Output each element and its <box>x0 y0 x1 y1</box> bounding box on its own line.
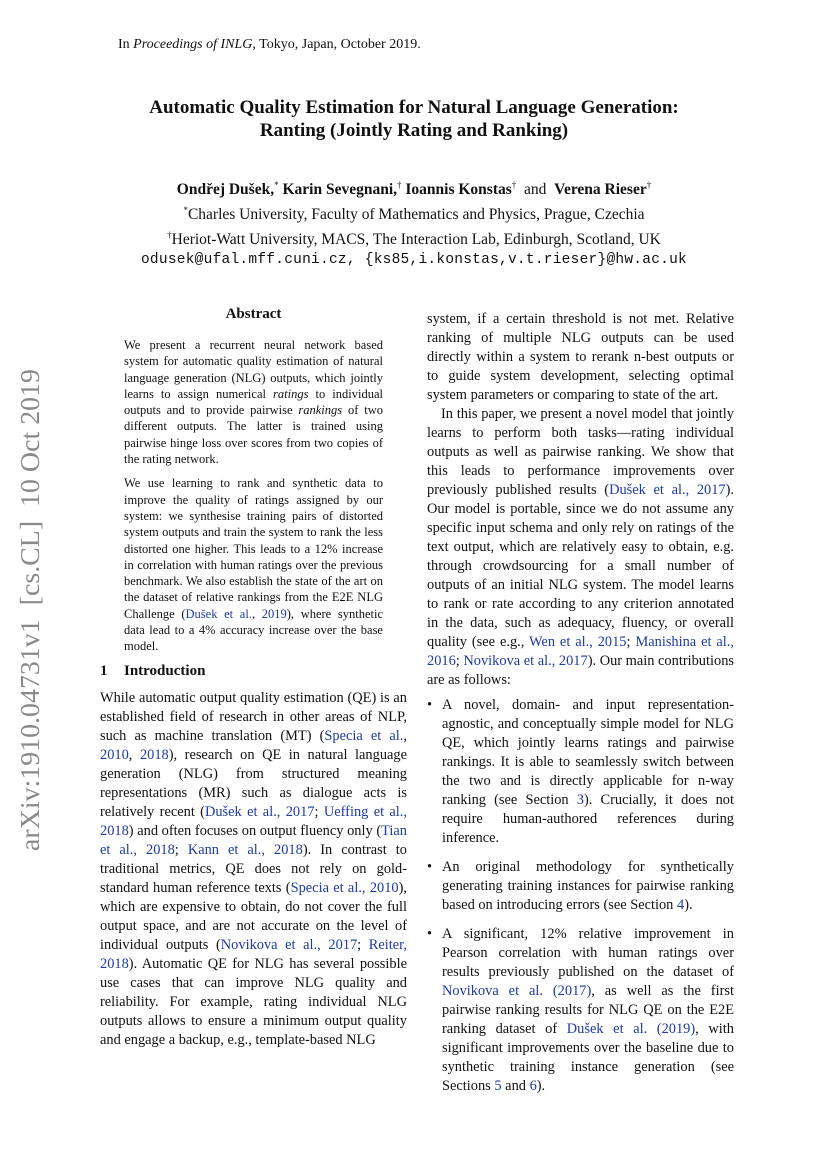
citation-link[interactable]: Wen et al., 2015 <box>529 634 627 650</box>
intro-paragraph-1: While automatic output quality estimation (QE) is an established field of research in other areas of NLP, such as machine translation (MT) (Specia et al., 2010, 2018), research on QE in natural language generation (NLG) from structured meaning representations (MR) such as dialogue acts is relatively recent (Dušek et al., 2017; Ueffing et al., 2018) and often focuses on output fluency only (Tian et al., 2018; Kann et al., 2018). In contrast to traditional metrics, QE does not rely on gold-standard human reference texts (Specia et al., 2010), which are expensive to obtain, do not cover the full output space, and are not accurate on the level of individual outputs (Novikova et al., 2017; Reiter, 2018). Automatic QE for NLG has several possible use cases that can improve NLG quality and reliability. For example, rating individual NLG outputs allows to ensure a minimum output quality and engage a backup, e.g., template-based NLG <box>100 689 407 1048</box>
intro-paragraph-2: In this paper, we present a novel model that jointly learns to perform both tasks—rating individual outputs as well as pairwise ranking. We show that this leads to performance improvements over previously published results (Dušek et al., 2017). Our model is portable, since we do not assume any specific input schema and only rely on ratings of the text output, which are relatively easy to obtain, e.g. through crowdsourcing for a small number of outputs of an initial NLG system. The model learns to rank or rate according to any criterion annotated in the data, such as adequacy, fluency, or overall quality (see e.g., Wen et al., 2015; Manishina et al., 2016; Novikova et al., 2017). Our main contributions are as follows: <box>427 406 735 688</box>
citation-link[interactable]: Ueffing et al., 2018 <box>100 803 407 839</box>
affiliation-2: †Heriot-Watt University, MACS, The Interaction Lab, Edinburgh, Scotland, UK <box>167 230 661 248</box>
left-column <box>100 306 407 1050</box>
paper-title: Automatic Quality Estimation for Natural Language Generation: Ranting (Jointly Rating and Ranking) <box>149 97 679 141</box>
citation-link[interactable]: Novikova et al. (2017) <box>442 983 592 999</box>
intro-paragraph-continued: system, if a certain threshold is not met. Relative ranking of multiple NLG outputs can be used directly within a system to rerank n-best outputs or to guide system development, selecting optimal system parameters or comparing to state of the art. <box>427 311 734 403</box>
affiliation-1: *Charles University, Faculty of Mathematics and Physics, Prague, Czechia <box>183 205 645 223</box>
arxiv-stamp-text: arXiv:1910.04731v1 [cs.CL] 10 Oct 2019 <box>14 375 45 851</box>
arxiv-stamp <box>10 365 48 855</box>
citation-link[interactable]: Dušek et al., 2017 <box>609 482 726 498</box>
citation-link[interactable]: Specia et al. <box>324 727 404 744</box>
right-column <box>427 310 734 1106</box>
venue-note: In Proceedings of INLG, Tokyo, Japan, October 2019. <box>118 37 421 52</box>
citation-link[interactable]: Novikova et al., 2017 <box>220 936 358 953</box>
section-ref-link[interactable]: 3 <box>576 792 584 808</box>
citation-link[interactable]: Dušek et al., 2017 <box>204 803 315 820</box>
citation-link[interactable]: Manishina et al., 2016 <box>427 634 734 669</box>
abstract-paragraph-1: We present a recurrent neural network based system for automatic quality estimation of natural language generation (NLG) outputs, which jointly learns to assign numerical ratings to individual outputs and to provide pairwise rankings of two different outputs. The latter is trained using pairwise hinge loss over scores from two copies of the rating network. <box>124 338 383 467</box>
section-heading-introduction: 1 Introduction <box>100 662 206 679</box>
author-block <box>100 175 728 270</box>
author-names: Ondřej Dušek,* Karin Sevegnani,† Ioannis Konstas† and Verena Rieser† <box>176 180 652 198</box>
bullet-icon: • <box>427 697 433 713</box>
abstract-paragraph-2: We use learning to rank and synthetic data to improve the quality of ratings assigned by our system: we synthesise training pairs of distorted system outputs and train the system to rank the less distorted one higher. This leads to a 12% increase in correlation with human ratings over the previous benchmark. We also establish the state of the art on the dataset of relative rankings from the E2E NLG Challenge (Dušek et al., 2019), where synthetic data lead to a 4% accuracy increase over the base model. <box>124 476 384 654</box>
contribution-item: • A significant, 12% relative improvement in Pearson correlation with human ratings over results previously published on the dataset of Novikova et al. (2017), as well as the first pairwise ranking results for NLG QE on the E2E ranking dataset of Dušek et al. (2019), with significant improvements over the baseline due to synthetic training instance generation (see Sections 5 and 6). <box>427 926 734 1094</box>
section-ref-link[interactable]: 5 <box>494 1078 502 1094</box>
bullet-icon: • <box>427 926 433 942</box>
citation-link[interactable]: 2018 <box>139 746 169 763</box>
citation-link[interactable]: Reiter, 2018 <box>100 936 407 972</box>
citation-link[interactable]: 2010 <box>100 746 129 763</box>
author-emails: odusek@ufal.mff.cuni.cz, {ks85,i.konstas,v.t.rieser}@hw.ac.uk <box>140 252 688 268</box>
abstract-heading: Abstract <box>225 306 282 322</box>
contribution-item: • An original methodology for synthetically generating training instances for pairwise ranking based on introducing errors (see Section 4). <box>427 859 734 913</box>
citation-link[interactable]: Dušek et al. <box>185 606 252 621</box>
section-ref-link[interactable]: 6 <box>529 1078 537 1094</box>
bullet-icon: • <box>427 859 433 875</box>
citation-link[interactable]: Kann et al., 2018 <box>187 841 303 858</box>
contribution-item: • A novel, domain- and input representation-agnostic, and conceptually simple model for NLG QE, which jointly learns ratings and pairwise rankings. It is able to seamlessly switch between the two and is directly applicable for n-way ranking (see Section 3). Crucially, it does not require human-authored references during inference. <box>427 697 734 846</box>
citation-link[interactable]: Specia et al., 2010 <box>290 879 399 896</box>
citation-link[interactable]: Tian et al., 2018 <box>100 822 407 858</box>
citation-link[interactable]: Novikova et al., 2017 <box>463 653 588 669</box>
contributions-list <box>427 696 734 1096</box>
citation-link[interactable]: 2019 <box>261 606 287 621</box>
section-ref-link[interactable]: 4 <box>676 897 685 913</box>
citation-link[interactable]: Dušek et al. (2019) <box>566 1021 696 1037</box>
